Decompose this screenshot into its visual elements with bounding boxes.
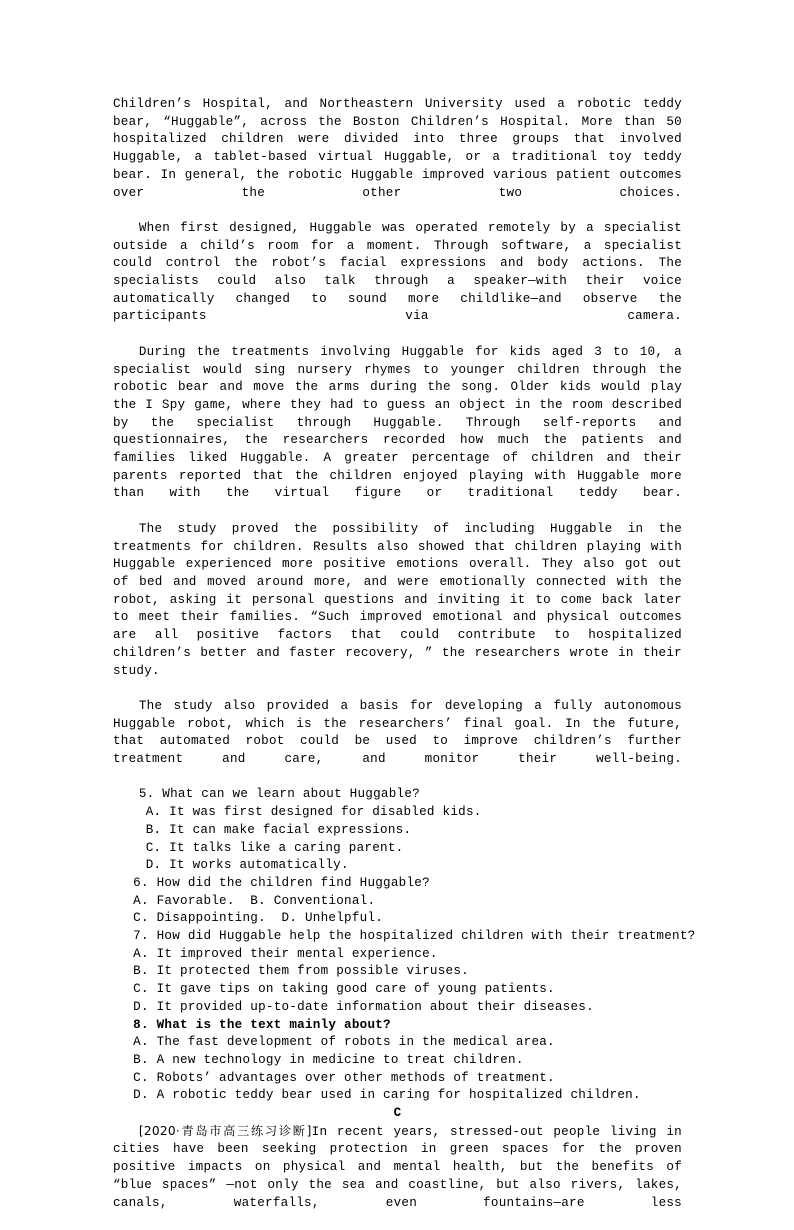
question-5-stem: 5. What can we learn about Huggable?: [138, 787, 420, 802]
question-7-option-c[interactable]: C. It gave tips on taking good care of young patients.: [133, 982, 555, 997]
question-6-stem: 6. How did the children find Huggable?: [133, 875, 430, 890]
question-5-option-b[interactable]: B. It can make facial expressions.: [145, 822, 412, 837]
question-7-option-a[interactable]: A. It improved their mental experience.: [133, 946, 438, 961]
passage-paragraph-1: Children’s Hospital, and Northeastern University used a robotic teddy bear, “Huggable”, across the Boston Children’s Hospital. More than 50 hospitalized children were divided into three groups that involved Huggable, a tablet-based virtual Huggable, or a traditional toy teddy bear. In general, the robotic Huggable improved various patient outcomes over the other two choices.: [113, 97, 682, 200]
document-content: [113, 96, 696, 1230]
section-heading-c: C: [393, 1106, 402, 1121]
question-5-option-d[interactable]: D. It works automatically.: [145, 858, 349, 873]
question-7-option-b[interactable]: B. It protected them from possible viruses.: [133, 964, 469, 979]
question-8-option-a[interactable]: A. The fast development of robots in the medical area.: [133, 1035, 555, 1050]
question-8-stem: 8. What is the text mainly about?: [133, 1017, 391, 1032]
passage-paragraph-5: The study also provided a basis for developing a fully autonomous Huggable robot, which is the researchers’ final goal. In the future, that automated robot could be used to improve children’s further treatment and care, and monitor their well-being.: [113, 698, 682, 767]
passage-paragraph-2: When first designed, Huggable was operated remotely by a specialist outside a child’s room for a moment. Through software, a specialist could control the robot’s facial expressions and body actions. The specialists could also talk through a speaker—with their voice automatically changed to sound more childlike—and observe the participants via camera.: [113, 220, 682, 324]
question-8-option-c[interactable]: C. Robots’ advantages over other methods of treatment.: [133, 1070, 555, 1085]
question-8-option-b[interactable]: B. A new technology in medicine to treat children.: [133, 1052, 524, 1067]
section-c-source-tag: [2020·青岛市高三练习诊断]: [138, 1123, 312, 1138]
question-7-stem: 7. How did Huggable help the hospitalized children with their treatment?: [133, 929, 696, 944]
question-8-option-d[interactable]: D. A robotic teddy bear used in caring for hospitalized children.: [133, 1088, 641, 1103]
passage-paragraph-3: During the treatments involving Huggable for kids aged 3 to 10, a specialist would sing nursery rhymes to younger children through the robotic bear and move the arms during the song. Older kids would play the I Spy game, where they had to guess an object in the room described by the specialist through Huggable. Through self-reports and questionnaires, the researchers recorded how much the patients and families liked Huggable. A greater percentage of children and their parents reported that the children enjoyed playing with Huggable more than with the virtual figure or traditional teddy bear.: [113, 344, 682, 501]
question-7-option-d[interactable]: D. It provided up-to-date information about their diseases.: [133, 999, 594, 1014]
question-6-options-cd[interactable]: C. Disappointing. D. Unhelpful.: [133, 911, 384, 926]
question-5-option-a[interactable]: A. It was first designed for disabled kids.: [145, 805, 482, 820]
passage-paragraph-4: The study proved the possibility of including Huggable in the treatments for children. Results also showed that children playing with Huggable experienced more positive emotions overall. They also got out of bed and moved around more, and were emotionally connected with the robot, asking it personal questions and inviting it to come back later to meet their families. “Such improved emotional and physical outcomes are all positive factors that could contribute to hospitalized children’s better and faster recovery, ” the researchers wrote in their study.: [113, 521, 682, 678]
section-c-paragraph: [113, 1123, 682, 1230]
question-6-options-ab[interactable]: A. Favorable. B. Conventional.: [133, 893, 376, 908]
question-5-option-c[interactable]: C. It talks like a caring parent.: [145, 840, 404, 855]
section-c-text: In recent years, stressed-out people living in cities have been seeking protection in green spaces for the proven positive impacts on physical and mental health, but the benefits of “blue spaces” —not only the sea and coastline, but also rivers, lakes, canals, waterfalls, even fountains—are less: [113, 1124, 682, 1210]
